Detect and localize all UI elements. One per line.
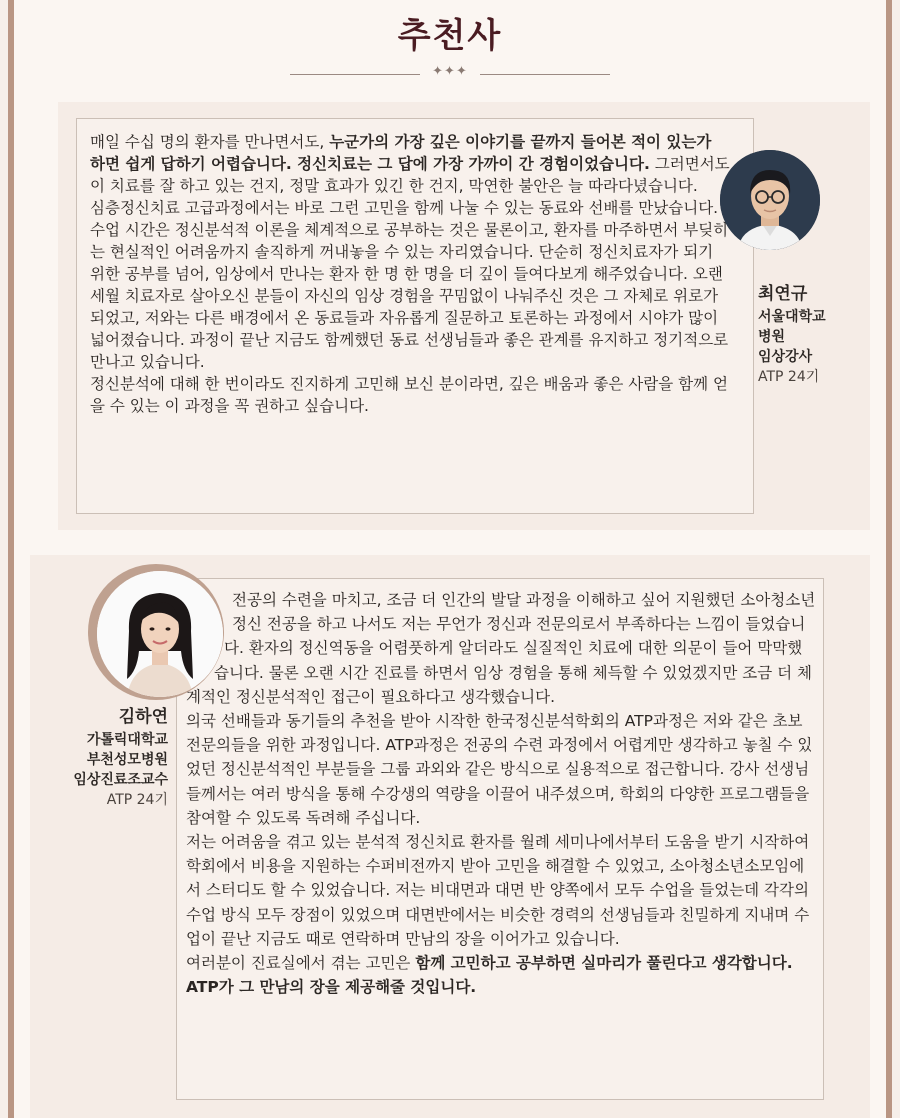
author-affiliation-line: 가톨릭대학교 (86, 732, 168, 748)
page-frame-right (886, 0, 892, 1118)
body-text: 그러면서도 이 치료를 잘 하고 있는 건지, 정말 효과가 있긴 한 건지, 막연한 불안은 늘 따라다녔습니다. (90, 155, 730, 195)
divider-line-right (480, 74, 610, 75)
author-affiliation-line: 서울대학교 (758, 309, 826, 325)
body-paragraph (186, 588, 816, 709)
author-name: 최연규 (758, 284, 808, 304)
body-text: 저는 어려움을 겪고 있는 분석적 정신치료 환자를 월례 세미나에서부터 도움을 받기 시작하여 학회에서 비용을 지원하는 수퍼비전까지 받아 고민을 해결할 수 있었고, 소아청소년소모임에서 스터디도 할 수 있었습니다. 저는 비대면과 대면 반 양쪽에서 모두 수업을 들었는데 각각의 수업 방식 모두 장점이 있었으며 대면반에서는 비슷한 경력의 선생님들과 친밀하게 지내며 수업이 끝난 지금도 때로 연락하며 만남의 장을 이어가고 있습니다. (186, 833, 810, 948)
body-paragraph (90, 373, 730, 417)
avatar-choi (720, 150, 820, 250)
body-text: 전공의 수련을 마치고, 조금 더 인간의 발달 과정을 이해하고 싶어 지원했던 소아청소년정신 전공을 하고 나서도 저는 무언가 정신과 전문의로서 부족하다는 느낌이 들었습니다. 환자의 정신역동을 어렴풋하게 알더라도 실질적인 치료에 대한 의문이 들어 막막했습니다. 물론 오랜 시간 진료를 하면서 임상 경험을 통해 체득할 수 있었겠지만 조금 더 체계적인 정신분석적인 접근이 필요하다고 생각했습니다. (186, 591, 816, 706)
body-paragraph (186, 830, 816, 951)
title-divider (290, 64, 610, 80)
body-paragraph (186, 709, 816, 830)
text-wrap-spacer (186, 636, 224, 660)
divider-ornament-icon: ✦✦✦ (432, 64, 468, 79)
page-title: 추천사 (397, 16, 503, 56)
body-text: 매일 수십 명의 환자를 만나면서도, (90, 133, 330, 151)
text-wrap-spacer (186, 660, 214, 684)
emphasis-text: 누군가의 가장 깊은 이야기를 끝까지 들어본 적이 있는가 하면 쉽게 답하기 어렵습니다. 정신치료는 그 답에 가장 가까이 간 경험이었습니다. (90, 133, 712, 173)
testimonial-2-body (186, 588, 816, 999)
body-text: 심층정신치료 고급과정에서는 바로 그런 고민을 함께 나눌 수 있는 동료와 선배를 만났습니다. 수업 시간은 정신분석적 이론을 체계적으로 공부하는 것은 물론이고, 환자를 마주하면서 부딪히는 현실적인 어려움까지 솔직하게 꺼내놓을 수 있는 자리였습니다. 단순히 정신치료자가 되기 위한 공부를 넘어, 임상에서 만나는 환자 한 명 한 명을 더 깊이 들여다보게 해주었습니다. 오랜 세월 치료자로 살아오신 분들이 자신의 임상 경험을 꾸밈없이 나눠주신 것은 그 자체로 위로가 되었고, 저와는 다른 배경에서 온 동료들과 자유롭게 질문하고 토론하는 과정에서 시야가 많이 넓어졌습니다. 과정이 끝난 지금도 함께했던 동료 선생님들과 좋은 관계를 유지하고 정기적으로 만나고 있습니다. (90, 199, 729, 371)
emphasis-text: 함께 고민하고 공부하면 실마리가 풀린다고 생각합니다. ATP가 그 만남의 장을 제공해줄 것입니다. (186, 954, 793, 997)
text-wrap-spacer (186, 588, 226, 612)
author-affiliation-line: 부천성모병원 (86, 752, 168, 768)
body-paragraph (90, 131, 730, 197)
author-affiliation-line: 병원 (758, 329, 786, 345)
author-name: 김하연 (118, 707, 168, 727)
author-affiliation-line: 임상진료조교수 (73, 772, 168, 788)
body-paragraph (186, 951, 816, 999)
body-text: 여러분이 진료실에서 겪는 고민은 (186, 954, 416, 973)
author-generation: ATP 24기 (758, 369, 820, 385)
author-affiliation-line: 임상강사 (758, 349, 813, 365)
body-paragraph (90, 197, 730, 373)
body-text: 의국 선배들과 동기들의 추천을 받아 시작한 한국정신분석학회의 ATP과정은 저와 같은 초보 전문의들을 위한 과정입니다. ATP과정은 전공의 수련 과정에서 어렵게만 생각하고 놓칠 수 있었던 정신분석적인 부분들을 그룹 과외와 같은 방식으로 실용적으로 접근합니다. 강사 선생님들께서는 여러 방식을 통해 수강생의 역량을 이끌어 내주셨으며, 학회의 다양한 프로그램들을 참여할 수 있도록 독려해 주십니다. (186, 712, 813, 827)
body-text: 정신분석에 대해 한 번이라도 진지하게 고민해 보신 분이라면, 깊은 배움과 좋은 사람을 함께 얻을 수 있는 이 과정을 꼭 권하고 싶습니다. (90, 375, 728, 415)
text-wrap-spacer (186, 612, 232, 636)
testimonial-1-author (758, 281, 826, 387)
person-portrait-icon (720, 150, 820, 250)
testimonial-1-body (90, 131, 730, 417)
testimonial-2-author (73, 704, 168, 810)
author-generation: ATP 24기 (106, 792, 168, 808)
